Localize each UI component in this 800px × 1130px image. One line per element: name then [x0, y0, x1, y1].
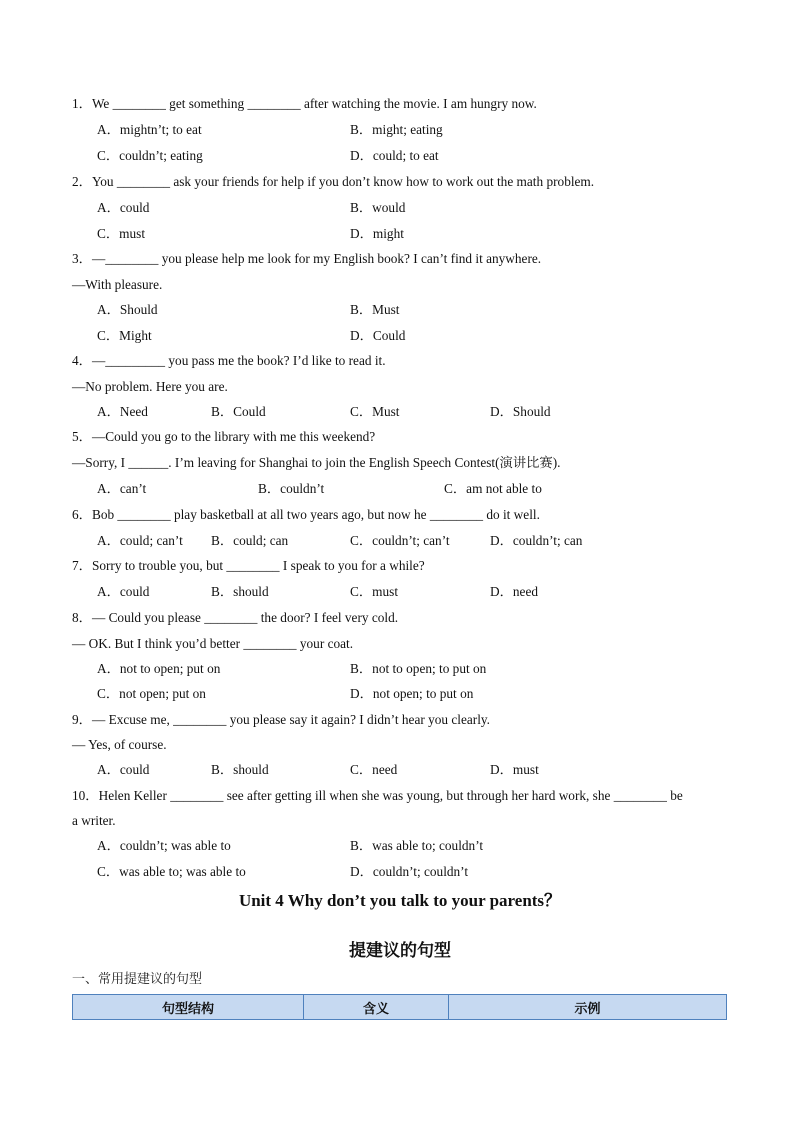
question-5-reply: —Sorry, I ______. I’m leaving for Shanghai to join the English Speech Contest(演讲比赛). [72, 455, 561, 470]
question-9-stem: 9．— Excuse me, ________ you please say it again? I didn’t hear you clearly. [72, 712, 490, 727]
option-5b: B．couldn’t [258, 481, 325, 496]
option-1b: B．might; eating [350, 122, 443, 137]
question-8-stem: 8．— Could you please ________ the door? I feel very cold. [72, 610, 399, 625]
option-6b: B．could; can [211, 533, 289, 548]
question-8-reply: — OK. But I think you’d better ________ your coat. [72, 636, 354, 651]
option-1d: D．could; to eat [350, 148, 439, 163]
unit-title: Unit 4 Why don’t you talk to your parents？ [238, 891, 562, 910]
option-8c: C．not open; put on [97, 686, 206, 701]
question-1-stem: 1．We ________ get something ________ after watching the movie. I am hungry now. [72, 96, 537, 111]
option-6a: A．could; can’t [97, 533, 183, 548]
option-7d: D．need [490, 584, 538, 599]
option-9c: C．need [350, 762, 398, 777]
option-1c: C．couldn’t; eating [97, 148, 203, 163]
option-3d: D．Could [350, 328, 406, 343]
option-3b: B．Must [350, 302, 400, 317]
question-4-stem: 4．—_________ you pass me the book? I’d like to read it. [72, 353, 386, 368]
question-6-stem: 6．Bob ________ play basketball at all two years ago, but now he ________ do it well. [72, 507, 540, 522]
question-5-stem: 5．—Could you go to the library with me this weekend? [72, 429, 376, 444]
option-7a: A．could [97, 584, 150, 599]
option-3a: A．Should [97, 302, 158, 317]
question-10-stem-cont: a writer. [72, 813, 116, 828]
question-3-stem: 3．—________ you please help me look for my English book? I can’t find it anywhere. [72, 251, 542, 266]
option-4b: B．Could [211, 404, 266, 419]
option-8a: A．not to open; put on [97, 661, 221, 676]
subsection-title: 一、常用提建议的句型 [72, 972, 203, 987]
option-2b: B．would [350, 200, 406, 215]
option-4c: C．Must [350, 404, 400, 419]
option-10c: C．was able to; was able to [97, 864, 246, 879]
option-5a: A．can’t [97, 481, 147, 496]
option-4d: D．Should [490, 404, 551, 419]
option-7b: B．should [211, 584, 269, 599]
section-title: 提建议的句型 [349, 941, 451, 961]
question-9-reply: — Yes, of course. [72, 737, 167, 752]
option-10a: A．couldn’t; was able to [97, 838, 231, 853]
option-10d: D．couldn’t; couldn’t [350, 864, 469, 879]
option-2c: C．must [97, 226, 146, 241]
question-10-stem: 10．Helen Keller ________ see after getting ill when she was young, but through her hard work, she ________ be [72, 788, 683, 803]
option-1a: A．mightn’t; to eat [97, 122, 202, 137]
table-header-structure: 句型结构 [73, 995, 304, 1020]
sentence-pattern-table [72, 994, 727, 1020]
question-2-stem: 2．You ________ ask your friends for help if you don’t know how to work out the math problem. [72, 174, 595, 189]
option-3c: C．Might [97, 328, 152, 343]
question-4-reply: —No problem. Here you are. [72, 379, 228, 394]
table-header-row [73, 995, 727, 1020]
option-8b: B．not to open; to put on [350, 661, 487, 676]
option-6d: D．couldn’t; can [490, 533, 583, 548]
option-2d: D．might [350, 226, 404, 241]
table-header-meaning: 含义 [304, 995, 449, 1020]
option-7c: C．must [350, 584, 399, 599]
question-3-reply: —With pleasure. [72, 277, 163, 292]
option-5c: C．am not able to [444, 481, 542, 496]
option-8d: D．not open; to put on [350, 686, 474, 701]
option-10b: B．was able to; couldn’t [350, 838, 484, 853]
option-9a: A．could [97, 762, 150, 777]
option-9d: D．must [490, 762, 539, 777]
option-4a: A．Need [97, 404, 148, 419]
option-9b: B．should [211, 762, 269, 777]
table-header-example: 示例 [449, 995, 727, 1020]
question-7-stem: 7．Sorry to trouble you, but ________ I speak to you for a while? [72, 558, 425, 573]
option-2a: A．could [97, 200, 150, 215]
option-6c: C．couldn’t; can’t [350, 533, 450, 548]
